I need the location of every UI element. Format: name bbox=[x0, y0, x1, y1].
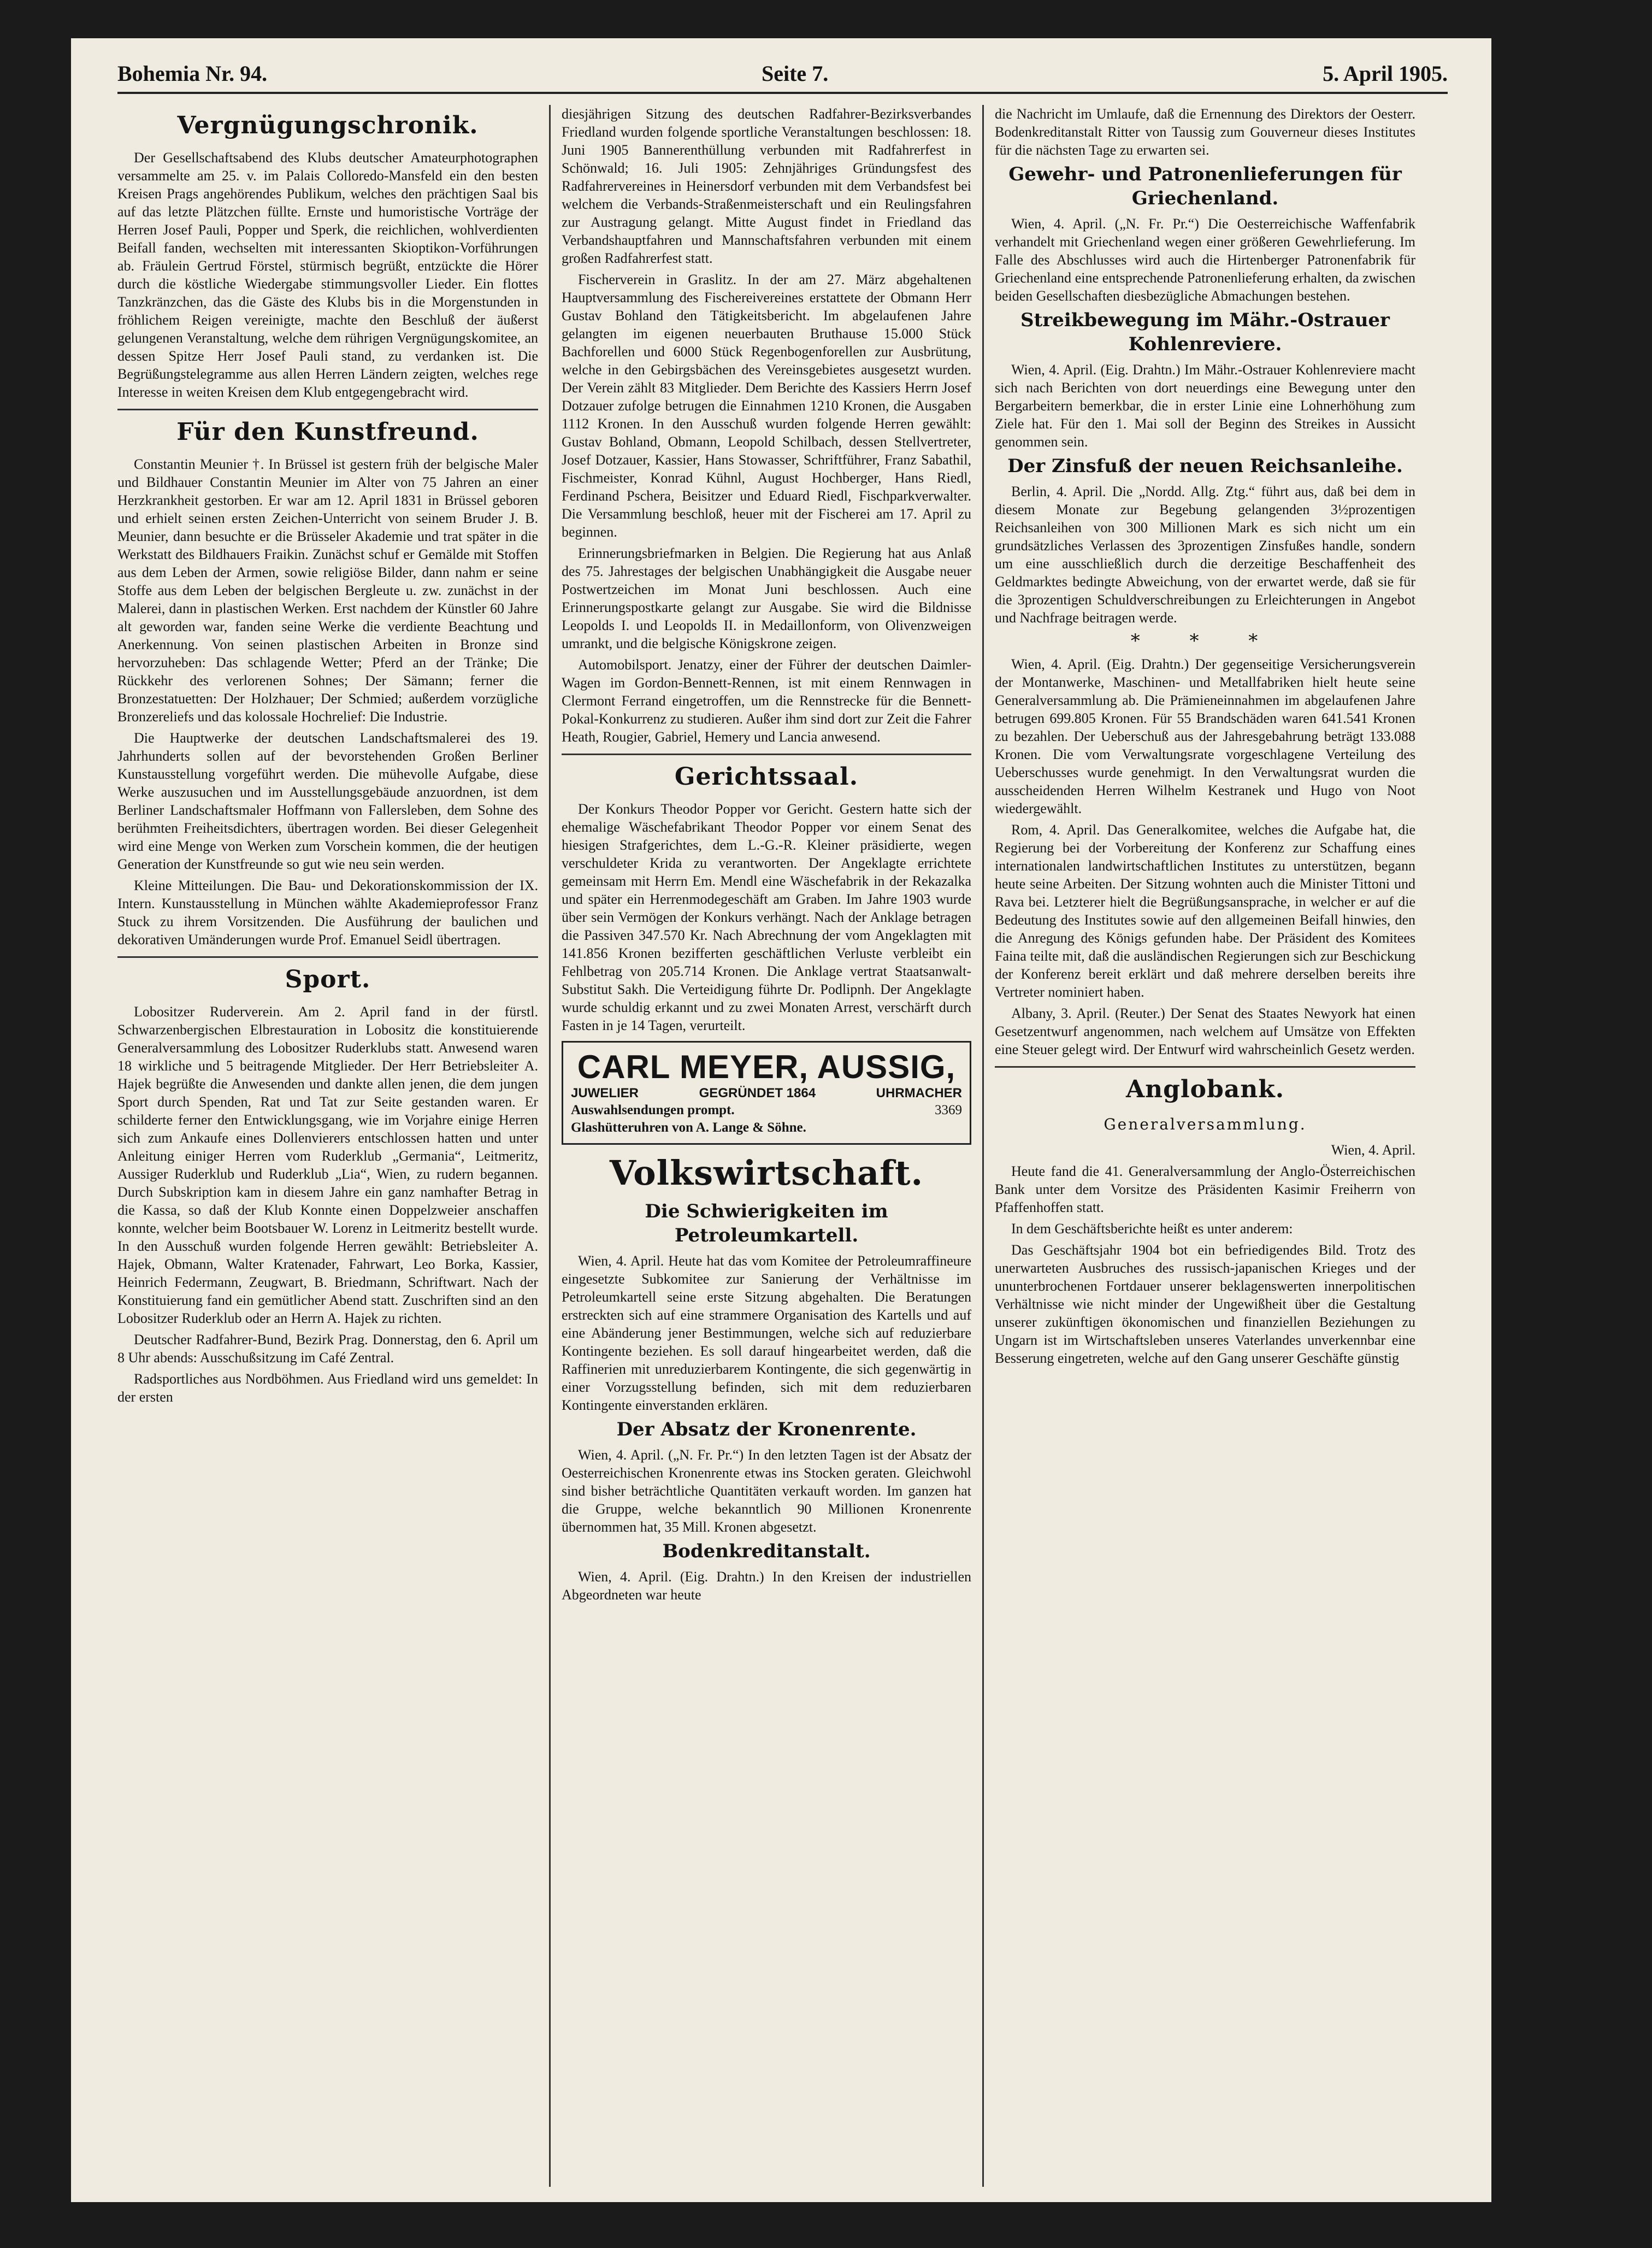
article-cycling-events: diesjährigen Sitzung des deutschen Radfahrer-Bezirksverbandes Friedland wurden folgende sportliche Veranstaltungen beschlossen: 18. Juni 1905 Bannerenthüllung verbunden mit Radfahrerfest in Schönwald; 16. Juli 1905: Zehnjähriges Gründungsfest des Radfahrervereines in Heinersdorf verbunden mit dem Verbandsfest bei welchem die Verbands-Straßenmeisterschaft und ein Reulingsfahren zur Austragung gelangt. Mitte August findet in Friedland das Verbandshauptfahren und Mannschaftsfahren verbunden mit einem großen Radfahrerfest statt. bbox=[562, 106, 971, 266]
article-rome-conference: Rom, 4. April. Das Generalkomitee, welches die Aufgabe hat, die Regierung bei der Vorbereitung der Konferenz zur Schaffung eines internationalen landwirtschaftlichen Institutes zu unterstützen, begann heute seine Arbeiten. Der Sitzung wohnten auch die Minister Tittoni und Rava bei. Letzterer hielt die Begrüßungsansprache, in welcher er auf die Bedeutung des Institutes sowie auf den allgemeinen Beifall hinwies, den die Anregung des Königs gefunden habe. Der Präsident des Komitees Faina teilte mit, daß die ausländischen Regierungen sich zur Beschickung der Konferenz bereit erklärt und daß mehrere derselben bereits ihre Vertreter nominiert haben. bbox=[995, 822, 1415, 1000]
article-cycling-north-bohemia: Radsportliches aus Nordböhmen. Aus Friedland wird uns gemeldet: In der ersten bbox=[117, 1371, 538, 1405]
divider bbox=[117, 409, 538, 410]
article-meunier: Constantin Meunier †. In Brüssel ist gestern früh der belgische Maler und Bildhauer Constantin Meunier im Alter von 75 Jahren an einer Herzkrankheit gestorben. Er war am 12. April 1831 in Brüssel geboren und erhielt seinen ersten Zeichen-Unterricht von seinem Bruder J. B. Meunier, dann besuchte er die Brüsseler Akademie und trat später in die Werkstatt des Bildhauers Fraikin. Zunächst schuf er Gemälde mit Stoffen aus dem Leben der Armen, sowie religiöse Bilder, dann nahm er seine Stoffe aus dem Leben der belgischen Bergleute u. zw. zunächst in der Malerei, dann in plastischen Werken. Erst nachdem der Künstler 60 Jahre alt geworden war, fanden seine Werke die verdiente Beachtung und Anerkennung. Von seinen plastischen Arbeiten in Bronze sind hervorzuheben: Das schlagende Wetter; Pferd an der Tränke; Die Rückkehr des verlorenen Sohnes; Der Sämann; ferner die Bronzestatuetten: Der Holzhauer; Der Schmied; außerdem vorzügliche Bronzereliefs und das kolossale Hochrelief: Die Industrie. bbox=[117, 456, 538, 725]
subheading-general-meeting: Generalversammlung. bbox=[1104, 1115, 1307, 1133]
article-anglobank-report-intro: In dem Geschäftsberichte heißt es unter anderem: bbox=[1011, 1221, 1293, 1237]
subheading-land-credit: Bodenkreditanstalt. bbox=[662, 1540, 871, 1562]
article-belgian-stamps: Erinnerungsbriefmarken in Belgien. Die Regierung hat aus Anlaß des 75. Jahrestages der belgischen Unabhängigkeit die Ausgabe neuer Postwertzeichen im Monat Juni beschlossen. Auch eine Erinnerungspostkarte gelangt zur Ausgabe. Sie wird die Bildnisse Leopolds I. und Leopolds II. in Medaillonform, von Olivenzweigen umrankt, und die belgische Königskrone zeigen. bbox=[562, 545, 971, 651]
article-fishing-club: Fischerverein in Graslitz. In der am 27. März abgehaltenen Hauptversammlung des Fischereivereines erstattete der Obmann Herr Gustav Bohland den Tätigkeitsbericht. Im abgelaufenen Jahre gelangten im eigenen neuerbauten Bruthause 15.000 Stück Bachforellen und 6000 Stück Regenbogenforellen zur Ausbrütung, welche in den Gebirgsbächen des Vereinsgebietes ausgesetzt wurden. Der Verein zählt 83 Mitglieder. Dem Berichte des Kassiers Herrn Josef Dotzauer zufolge betrugen die Einnahmen 1210 Kronen, die Ausgaben 1112 Kronen. In den Ausschuß wurden folgende Herren gewählt: Gustav Bohland, Obmann, Leopold Schilbach, dessen Stellvertreter, Josef Dotzauer, Kassier, Hans Stowasser, Schriftführer, Franz Sabathil, Fischmeister, Konrad Kühnl, August Hochberger, Hans Riedl, Ferdinand Pschera, Beisitzer und Eduard Riedl, Fischparkverwalter. Die Versammlung beschloß, heuer mit der Fischerei am 17. April zu beginnen. bbox=[562, 272, 971, 540]
column-1 bbox=[117, 105, 549, 2187]
header-paper-number: Bohemia Nr. 94. bbox=[117, 61, 268, 86]
article-petroleum-cartel: Wien, 4. April. Heute hat das vom Komitee der Petroleumraffineure eingesetzte Subkomitee zur Sanierung der Verhältnisse im Petroleumkartell seine erste Sitzung abgehalten. Die Beratungen erstreckten sich auf eine strammere Organisation des Kartells und auf eine Abänderung jener Bestimmungen, welche sich auf reduzierbare Kontingente beziehen. Es soll darauf hingearbeitet werden, daß die Raffinerien mit unreduzierbarem Kontingente, die sich gegenwärtig in einer Vorzugsstellung befinden, sich mit dem reduzierbaren Kontingente einverstanden erklären. bbox=[562, 1253, 971, 1413]
ad-founded: GEGRÜNDET 1864 bbox=[699, 1086, 816, 1101]
divider bbox=[995, 1066, 1415, 1068]
ad-selection-text: Auswahlsendungen prompt. bbox=[571, 1103, 735, 1117]
article-strike: Wien, 4. April. (Eig. Drahtn.) Im Mähr.-Ostrauer Kohlenreviere macht sich nach Berichten von dort neuerdings eine Bewegung unter den Bergarbeitern bemerkbar, die in erster Linie eine Lohnerhöhung zum Ziele hat. Für den 1. Mai soll der Beginn des Streikes in Aussicht genommen sein. bbox=[995, 362, 1415, 450]
header-date: 5. April 1905. bbox=[1323, 61, 1448, 86]
newspaper-page bbox=[71, 38, 1491, 2202]
ad-company-name: CARL MEYER, AUSSIG, bbox=[577, 1049, 956, 1085]
ad-watchmaker: UHRMACHER bbox=[876, 1086, 962, 1101]
article-insurance-union: Wien, 4. April. (Eig. Drahtn.) Der gegenseitige Versicherungsverein der Montanwerke, Maschinen- und Metallfabriken hielt heute seine Generalversammlung ab. Die Prämieneinnahmen im abgelaufenen Jahre betrugen 699.805 Kronen. Für 55 Brandschäden waren 641.541 Kronen zu bezahlen. Der Ueberschuß aus der Jahresgebahrung beträgt 133.088 Kronen. Die vom Verwaltungsrate vorgeschlagene Verteilung des Ueberschusses wurde genehmigt. In den Verwaltungsrat wurden die ausscheidenden Herren Wilhelm Kestranek und Hugo von Noot wiedergewählt. bbox=[995, 656, 1415, 816]
article-crown-rent: Wien, 4. April. („N. Fr. Pr.“) In den letzten Tagen ist der Absatz der Oesterreichischen Kronenrente etwas ins Stocken geraten. Gleichwohl sind bisher beträchtliche Quantitäten verkauft worden. Im ganzen hat die Gruppe, welche bekanntlich 90 Millionen Kronenrente übernommen hat, 35 Mill. Kronen abgesetzt. bbox=[562, 1447, 971, 1535]
subheading-interest-rate: Der Zinsfuß der neuen Reichsanleihe. bbox=[1007, 455, 1403, 477]
divider bbox=[562, 754, 971, 755]
divider bbox=[117, 956, 538, 958]
advertisement-carl-meyer bbox=[562, 1041, 971, 1145]
article-automobile-sport: Automobilsport. Jenatzy, einer der Führer der deutschen Daimler-Wagen im Gordon-Bennett-Rennen, ist mit einem Rennwagen in Clermont Ferrand eingetroffen, um die Rennstrecke für die Bennett-Pokal-Konkurrenz zu studieren. Außer ihm sind dort zur Zeit die Fahrer Heath, Rougier, Gabriel, Hemery und Lancia anwesend. bbox=[562, 657, 971, 745]
section-title-court: Gerichtssaal. bbox=[674, 763, 859, 791]
section-title-economy: Volkswirtschaft. bbox=[609, 1153, 924, 1193]
article-rowing-club: Lobositzer Ruderverein. Am 2. April fand in der fürstl. Schwarzenbergischen Elbrestauration in Lobositz die konstituierende Generalversammlung des Lobositzer Ruderklubs statt. Anwesend waren 18 wirkliche und 5 beitragende Mitglieder. Der Herr Betriebsleiter A. Hajek begrüßte die Anwesenden und dankte allen jenen, die dem jungen Sport durch Spenden, Rat und Tat zur Seite gestanden waren. Er schilderte ferner den Entwicklungsgang, wie im Vorjahre einige Herren sich zum Ankaufe eines Dollenvierers entschlossen hatten und unter Anleitung einiger Herren vom Ruderklub „Germania“, Leitmeritz, Aussiger Ruderklub und Ruderklub „Lia“, Wien, zu rudern begannen. Durch Subskription kam in diesem Jahre ein ganz namhafter Betrag in die Kassa, so daß der Klub Konnte einen Doppelzweier anschaffen konnte, welcher beim Bootsbauer W. Lorenz in Leitmeritz bestellt wurde. In den Ausschuß wurden folgende Herren gewählt: Betriebsleiter A. Hajek, Obmann, Walter Kratenader, Fahrwart, Leo Borka, Kassier, Heinrich Federmann, Zeugwart, B. Briedmann, Schriftwart. Nach der Konstituierung fand ein gemütlicher Abend statt. Zuschriften sind an den Lobositzer Ruderklub oder an Herrn A. Hajek zu richten. bbox=[117, 1004, 538, 1326]
article-albany-senate: Albany, 3. April. (Reuter.) Der Senat des Staates Newyork hat einen Gesetzentwurf angenommen, nach welchem auf Umsätze von Effekten eine Steuer gelegt wird. Der Entwurf wird wahrscheinlich Gesetz werden. bbox=[995, 1005, 1415, 1057]
ad-line-watches: Glashütteruhren von A. Lange & Söhne. bbox=[571, 1120, 806, 1135]
dateline: Wien, 4. April. bbox=[1331, 1142, 1415, 1158]
ad-jeweller: JUWELIER bbox=[571, 1086, 639, 1101]
column-2 bbox=[551, 105, 982, 2187]
article-cycling-union: Deutscher Radfahrer-Bund, Bezirk Prag. Donnerstag, den 6. April um 8 Uhr abends: Ausschußsitzung im Café Zentral. bbox=[117, 1332, 538, 1366]
section-title-art: Für den Kunstfreund. bbox=[176, 418, 479, 446]
ad-number: 3369 bbox=[935, 1103, 962, 1117]
columns bbox=[117, 105, 1448, 2187]
article-land-credit-cont: die Nachricht im Umlaufe, daß die Ernennung des Direktors der Oesterr. Bodenkreditanstalt Ritter von Taussig zum Gouverneur dieses Institutes für die nächsten Tage zu erwarten sei. bbox=[995, 106, 1415, 158]
article-anglobank-meeting: Heute fand die 41. Generalversammlung der Anglo-Österreichischen Bank unter dem Vorsitze des Präsidenten Kasimir Freiherrn von Pfaffenhoffen statt. bbox=[995, 1163, 1415, 1215]
article-interest-rate: Berlin, 4. April. Die „Nordd. Allg. Ztg.“ führt aus, daß bei dem in diesem Monate zur Begebung gelangenden 3½prozentigen Reichsanleihen von 300 Millionen Mark es sich nicht um ein grundsätzliches Verlassen des 3prozentigen Zinsfußes handle, sondern um eine ausschließlich durch die derzeitige Beschaffenheit des Geldmarktes bedingte Abweichung, von der erwartet werde, daß sie für die 3prozentigen Schuldverschreibungen zu Erleichterungen in Angebot und Nachfrage beitragen werde. bbox=[995, 484, 1415, 626]
page-header bbox=[117, 60, 1448, 94]
article-landscape-painting: Die Hauptwerke der deutschen Landschaftsmalerei des 19. Jahrhunderts sollen auf der bevorstehenden Großen Berliner Kunstausstellung vorgeführt werden. Die mühevolle Aufgabe, diese Werke auszusuchen und im Ausstellungsgebäude anzuordnen, ist dem Berliner Landschaftsmaler Hoffmann von Fallersleben, dem Sohne des berühmten Freiheitsdichters, übertragen worden. Bei dieser Gelegenheit wird eine Menge von Werken zum Vorschein kommen, die der heutigen Generation der Kunstfreunde so gut wie neu sein werden. bbox=[117, 730, 538, 872]
section-title-anglobank: Anglobank. bbox=[1125, 1075, 1285, 1103]
column-3 bbox=[984, 105, 1415, 2187]
ad-line-selection bbox=[571, 1102, 962, 1119]
article-club-evening: Der Gesellschaftsabend des Klubs deutscher Amateurphotographen versammelte am 25. v. im Palais Colloredo-Mansfeld ein den besten Kreisen Prags angehörendes Publikum, welches den prächtigen Saal bis auf das letzte Plätzchen füllte. Ernste und humoristische Vorträge der Herren Josef Pauli, Popper und Sperk, die reichlichen, wohlverdienten Beifall fanden, wechselten mit interessanten Skioptikon-Vorführungen ab. Fräulein Gertrud Förstel, stürmisch begrüßt, entzückte die Hörer durch die köstliche Wiedergabe stimmungsvoller Lieder. Ein flottes Tanzkränzchen, das die Gäste des Klubs bis in die Morgenstunden in fröhlichem Reigen vereinigte, machte den Beschluß der äußerst gelungenen Veranstaltung, welche dem rührigen Vergnügungskomitee, an dessen Spitze Herr Josef Pauli stand, zu verdanken ist. Die Begrüßungstelegramme aus allen Herren Ländern zeigten, welches rege Interesse in weiten Kreisen dem Klub entgegengebracht wird. bbox=[117, 150, 538, 400]
article-anglobank-report: Das Geschäftsjahr 1904 bot ein befriedigendes Bild. Trotz des unerwarteten Ausbruches des russisch-japanischen Krieges und der ununterbrochenen Fortdauer unserer beklagenswerten innerpolitischen Verhältnisse wie nicht minder der Ungewißheit über die Gestaltung unserer zukünftigen ökonomischen und finanziellen Beziehungen zu Ungarn ist im Wirtschaftsleben unseres Vaterlandes unverkennbar eine Besserung eingetreten, welche auf den Gang unserer Geschäfte günstig bbox=[995, 1242, 1415, 1366]
subheading-strike: Streikbewegung im Mähr.-Ostrauer Kohlenreviere. bbox=[1020, 309, 1390, 355]
section-title-entertainment: Vergnügungschronik. bbox=[177, 111, 479, 139]
article-greece-weapons: Wien, 4. April. („N. Fr. Pr.“) Die Oesterreichische Waffenfabrik verhandelt mit Griechenland wegen einer größeren Gewehrlieferung. Im Falle des Abschlusses wird auch die Hirtenberger Patronenfabrik für Griechenland eine entsprechende Patronenlieferung erhalten, da zwischen beiden Gesellschaften diesbezügliche Abmachungen bestehen. bbox=[995, 216, 1415, 304]
subheading-crown-rent: Der Absatz der Kronenrente. bbox=[616, 1419, 917, 1440]
article-popper-trial: Der Konkurs Theodor Popper vor Gericht. Gestern hatte sich der ehemalige Wäschefabrikant Theodor Popper vor einem Senat des hiesigen Strafgerichtes, dem L.-G.-R. Kleiner präsidierte, wegen verschuldeter Krida zu verantworten. Der Angeklagte errichtete gemeinsam mit Herrn Em. Mendl eine Wäschefabrik in der Rekazalka und später ein Herrenmodegeschäft am Graben. Im Jahre 1903 wurde über sein Vermögen der Konkurs verhängt. Nach der Anklage betragen die Passiven 347.570 Kr. Nach Abrechnung der vom Angeklagten mit 141.856 Kronen bezifferten geschäftlichen Verluste verbleibt ein Fehlbetrag von 205.714 Kronen. Die Anklage vertrat Staatsanwalt-Substitut Sakh. Die Verteidigung führte Dr. Podlipnh. Der Angeklagte wurde schuldig erkannt und zu zwei Monaten Arrest, verschärft durch Fasten in je 14 Tagen, verurteilt. bbox=[562, 801, 971, 1033]
article-land-credit: Wien, 4. April. (Eig. Drahtn.) In den Kreisen der industriellen Abgeordneten war heute bbox=[562, 1569, 971, 1603]
star-separator: * * * bbox=[1130, 630, 1280, 652]
ad-subtitle-row bbox=[571, 1085, 962, 1102]
subheading-greece-weapons: Gewehr- und Patronenlieferungen für Griechenland. bbox=[1008, 163, 1402, 209]
section-title-sport: Sport. bbox=[285, 966, 371, 993]
subheading-petroleum-cartel: Die Schwierigkeiten im Petroleumkartell. bbox=[645, 1200, 888, 1246]
article-small-notes: Kleine Mitteilungen. Die Bau- und Dekorationskommission der IX. Intern. Kunstausstellung in München wählte Akademieprofessor Franz Stuck zu ihrem Vorsitzenden. Die Ausführung der baulichen und dekorativen Umänderungen wurde Prof. Emanuel Seidl übertragen. bbox=[117, 878, 538, 948]
header-page-number: Seite 7. bbox=[762, 61, 829, 86]
